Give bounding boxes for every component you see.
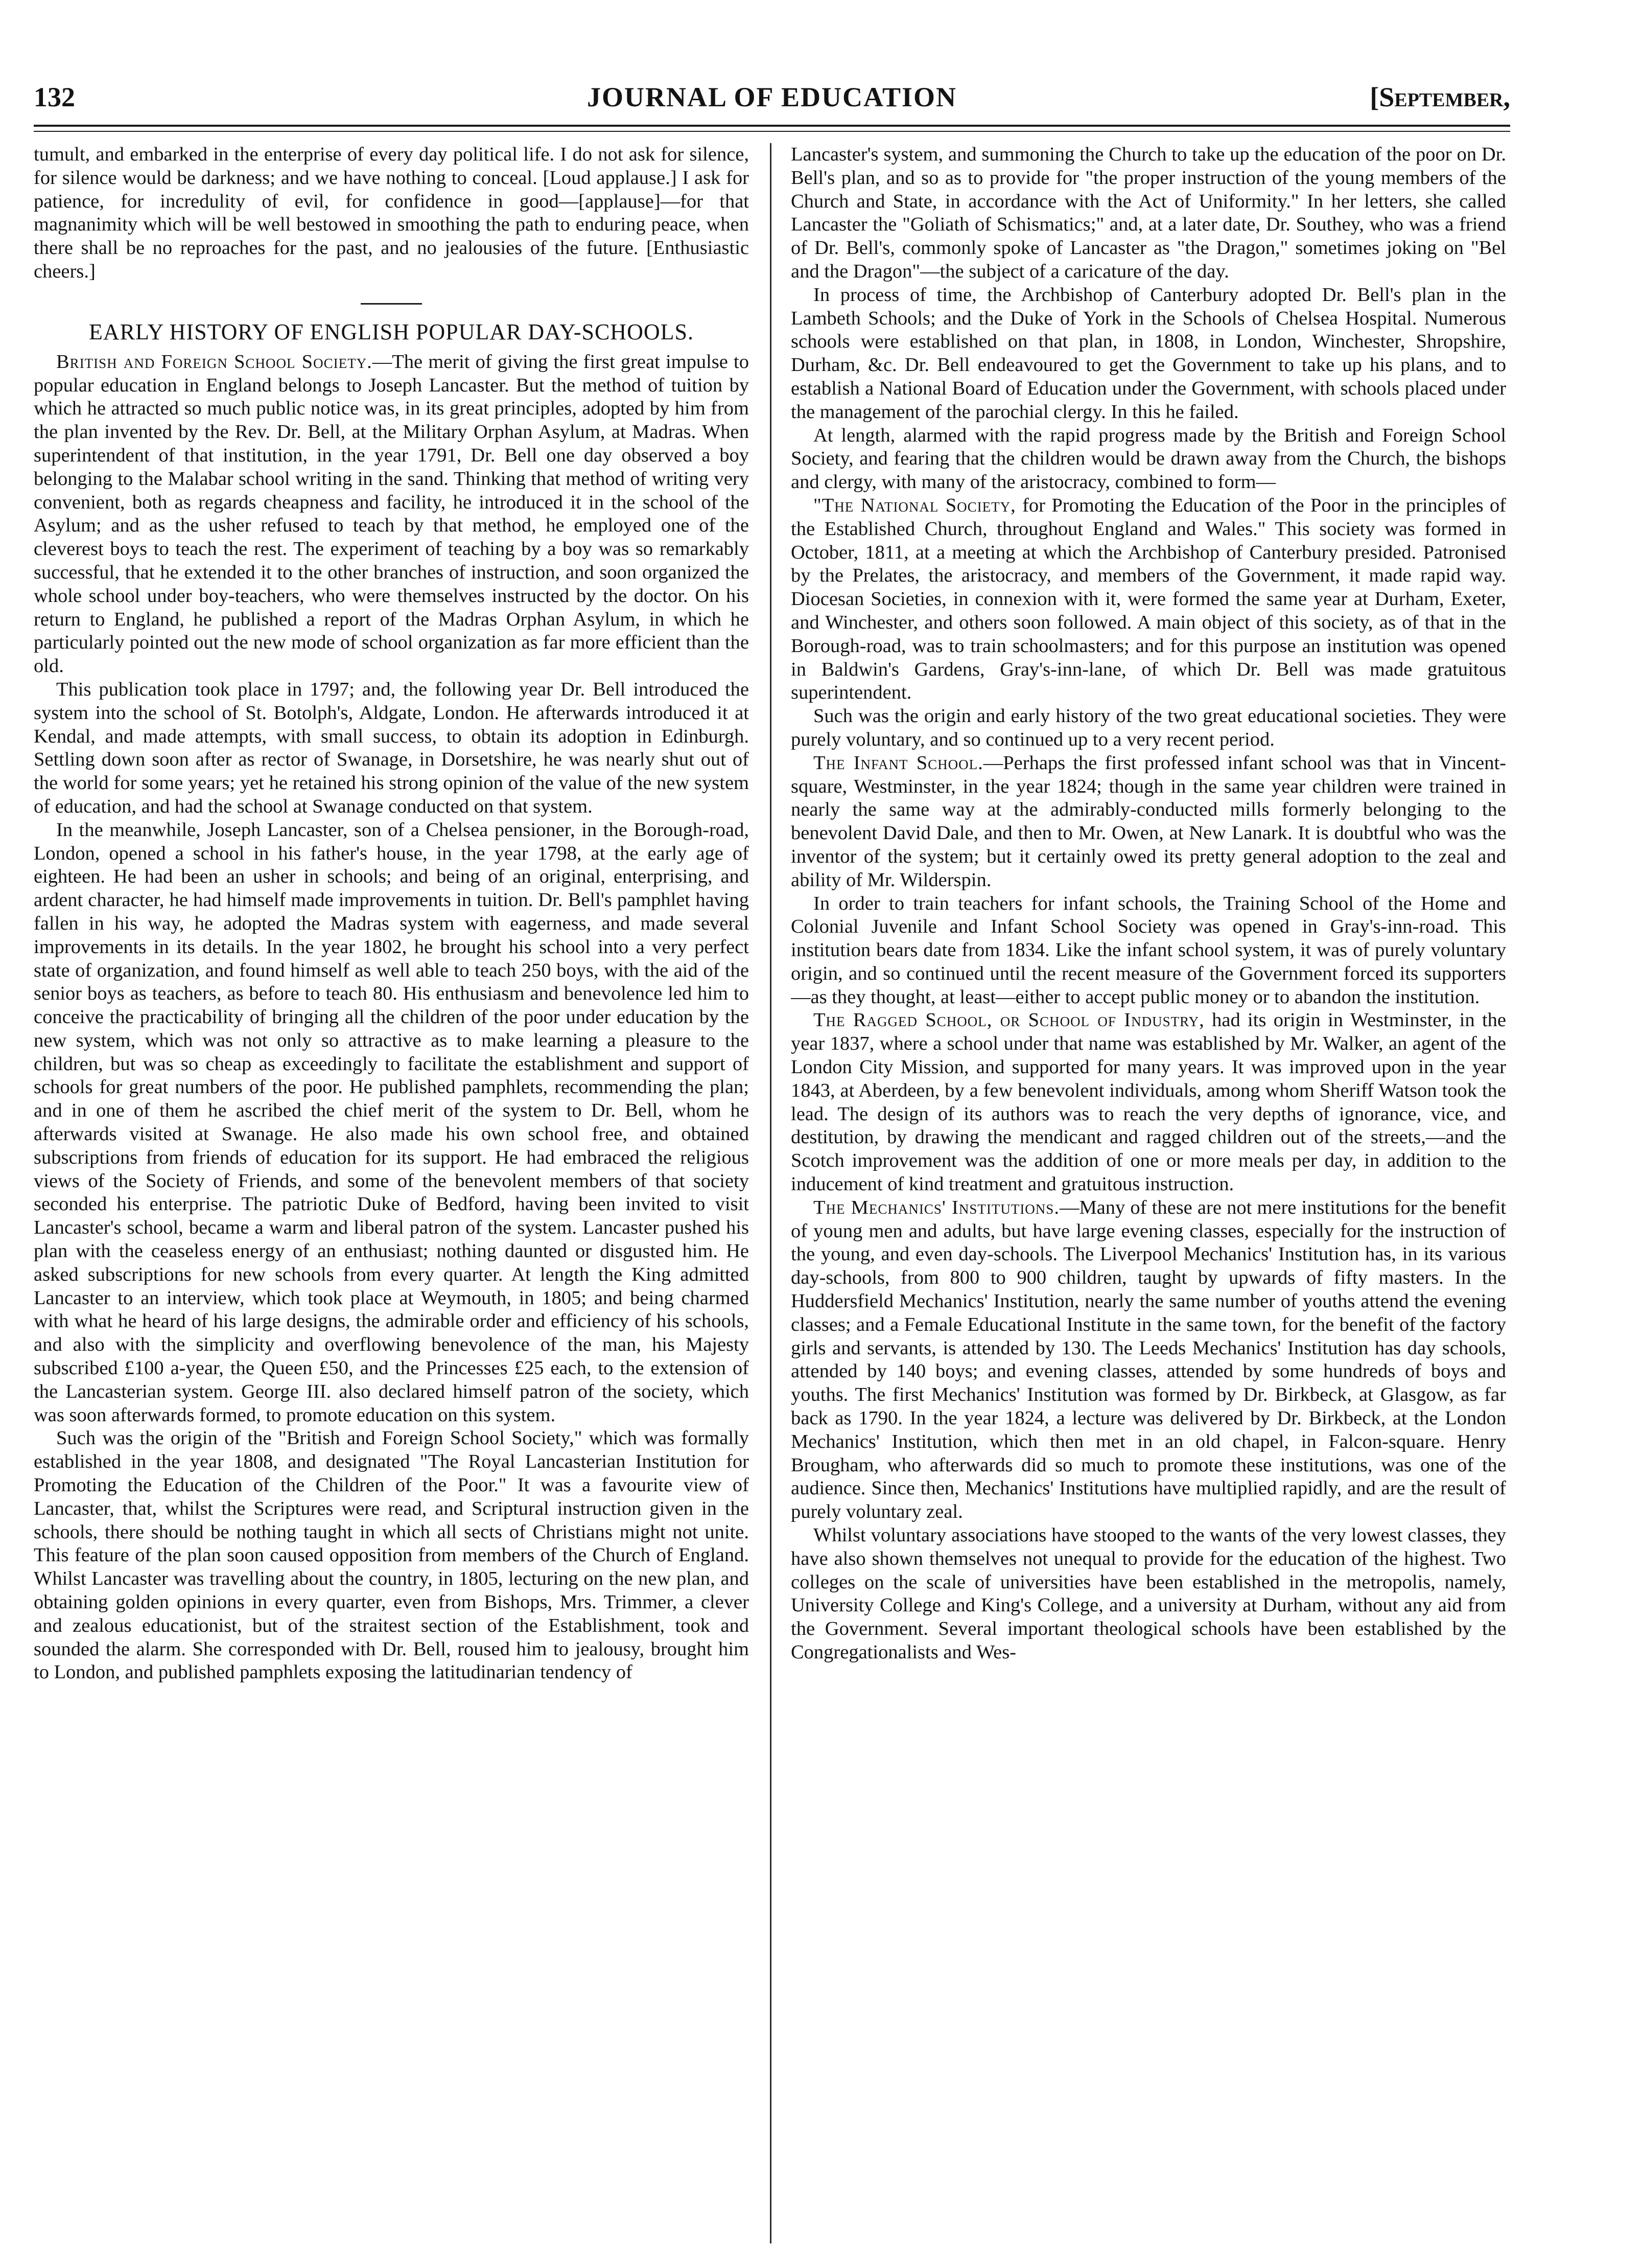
header-month: [September, bbox=[1370, 82, 1510, 112]
run-in-heading: The Mechanics' Institutions. bbox=[813, 1196, 1060, 1218]
paragraph-text: for Promoting the Education of the Poor in the principles of the Established Church, throughout England and Wales." This society was formed in October, 1811, at a meeting at which the Archbishop of Canterbury presided. Patronised by the Prelates, the aristocracy, and members of the Government, it made rapid way. Diocesan Societies, in connexion with it, were formed the same year at Durham, Exeter, and Winchester, and others soon followed. A main object of this society, as of that in the Borough-road, was to train schoolmasters; and for this purpose an institution was opened in Baldwin's Gardens, Gray's-inn-lane, of which Dr. Bell was made gratuitous superintendent. bbox=[791, 494, 1506, 704]
running-header bbox=[34, 77, 1510, 118]
paragraph-text: —The merit of giving the first great impulse to popular education in England belongs to Joseph Lancaster. But the method of tuition by which he attracted so much public notice was, in its great principles, adopted by him from the plan invented by the Rev. Dr. Bell, at the Military Orphan Asylum, at Madras. When superintendent of that institution, in the year 1791, Dr. Bell one day observed a boy belonging to the Malabar school writing in the sand. Thinking that method of writing very convenient, both as regards cheapness and facility, he introduced it in the school of the Asylum; and as the usher refused to teach by that method, he employed one of the cleverest boys to teach the rest. The experiment of teaching by a boy was so remarkably successful, that he extended it to the other branches of instruction, and soon organized the whole school under boy-teachers, who were themselves instructed by the doctor. On his return to England, he published a report of the Madras Orphan Asylum, in which he particularly pointed out the new mode of school organization as far more efficient than the old. bbox=[34, 351, 749, 677]
left-column bbox=[34, 143, 749, 2243]
paragraph-text: had its origin in Westminster, in the year 1837, where a school under that name was established by Mr. Walker, an agent of the London City Mission, and supported for many years. It was improved upon in the year 1843, at Aberdeen, by a few benevolent individuals, among whom Sheriff Watson took the lead. The design of its authors was to reach the very depths of ignorance, vice, and destitution, by drawing the mendicant and ragged children out of the streets,—and the Scotch improvement was the addition of one or more meals per day, in addition to the inducement of kind treatment and gratuitous instruction. bbox=[791, 1009, 1506, 1195]
run-in-heading: "The National Society, bbox=[813, 494, 1016, 516]
paragraph: Whilst voluntary associations have stooped to the wants of the very lowest classes, they have also shown themselves not unequal to provide for the education of the highest. Two colleges on the scale of universities have been established in the metropolis, namely, University College and King's College, and a university at Durham, without any aid from the Government. Several important theological schools have been established by the Congregationalists and Wes- bbox=[791, 1524, 1506, 1663]
paragraph: In process of time, the Archbishop of Canterbury adopted Dr. Bell's plan in the Lambeth Schools; and the Duke of York in the Schools of Chelsea Hospital. Numerous schools were established on that plan, in 1808, in London, Winchester, Shropshire, Durham, &c. Dr. Bell endeavoured to get the Government to take up his plans, and to establish a National Board of Education under the Government, with schools placed under the management of the parochial clergy. In this he failed. bbox=[791, 284, 1506, 423]
paragraph-text: —Perhaps the first professed infant school was that in Vincent-square, Westminster, in the year 1824; though in the same year children were trained in nearly the same way at the admirably-conducted mills formerly belonging to the benevolent David Dale, and then to Mr. Owen, at New Lanark. It is doubtful who was the inventor of the system; but it certainly owed its pretty general adoption to the zeal and ability of Mr. Wilderspin. bbox=[791, 752, 1506, 891]
paragraph bbox=[34, 351, 749, 678]
run-in-heading: British and Foreign School Society. bbox=[56, 351, 372, 373]
section-divider bbox=[361, 303, 422, 305]
header-rule bbox=[34, 125, 1510, 127]
paragraph-text: —Many of these are not mere institutions for the benefit of young men and adults, but have large evening classes, especially for the instruction of the young, and even day-schools. The Liverpool Mechanics' Institution has, in its various day-schools, from 800 to 900 children, taught by upwards of fifty masters. In the Huddersfield Mechanics' Institution, nearly the same number of youths attend the evening classes; and a Female Educational Institute in the same town, for the benefit of the factory girls and servants, is attended by 130. The Leeds Mechanics' Institution has day schools, attended by 140 boys; and evening classes, attended by some hundreds of boys and youths. The first Mechanics' Institution was formed by Dr. Birkbeck, at Glasgow, as far back as 1790. In the year 1824, a lecture was delivered by Dr. Birkbeck, at the London Mechanics' Institution, which then met in an old chapel, in Falcon-square. Henry Brougham, who afterwards did so much to promote these institutions, was one of the audience. Since then, Mechanics' Institutions have multiplied rapidly, and are the result of purely voluntary zeal. bbox=[791, 1196, 1506, 1523]
header-rule-thin bbox=[34, 131, 1510, 132]
paragraph bbox=[791, 1009, 1506, 1196]
paragraph: Lancaster's system, and summoning the Church to take up the education of the poor on Dr. Bell's plan, and so as to provide for "the proper instruction of the young members of the Church and State, in accordance with the Act of Uniformity." In her letters, she called Lancaster the "Goliath of Schismatics;" and, at a later date, Dr. Southey, who was a friend of Dr. Bell's, commonly spoke of Lancaster as "the Dragon," sometimes joking on "Bel and the Dragon"—the subject of a caricature of the day. bbox=[791, 144, 1506, 282]
paragraph: In the meanwhile, Joseph Lancaster, son of a Chelsea pensioner, in the Borough-road, London, opened a school in his father's house, in the year 1798, at the early age of eighteen. He had been an usher in schools; and being of an original, enterprising, and ardent character, he had himself made improvements in tuition. Dr. Bell's pamphlet having fallen in his way, he adopted the Madras system with eagerness, and made several improvements in its details. In the year 1802, he brought his school into a very perfect state of organization, and found himself as well able to teach 250 boys, with the aid of the senior boys as teachers, as before to teach 80. His enthusiasm and benevolence led him to conceive the practicability of bringing all the children of the poor under education by the new system, which was not only so attractive as to make learning a pleasure to the children, but was so cheap as exceedingly to facilitate the establishment and support of schools for great numbers of the poor. He published pamphlets, recommending the plan; and in one of them he ascribed the chief merit of the system to Dr. Bell, whom he afterwards visited at Swanage. He also made his own school free, and obtained subscriptions from friends of education for its support. He had embraced the religious views of the Society of Friends, and some of the benevolent members of that society seconded his enterprise. The patriotic Duke of Bedford, having been invited to visit Lancaster's school, became a warm and liberal patron of the system. Lancaster pushed his plan with the ceaseless energy of an enthusiast; nothing daunted or disgusted him. He asked subscriptions for new schools from every quarter. At length the King admitted Lancaster to an interview, which took place at Weymouth, in 1805; and being charmed with what he heard of his large designs, the admirable order and efficiency of his schools, and also with the simplicity and overflowing benevolence of the man, his Majesty subscribed £100 a-year, the Queen £50, and the Princesses £25 each, to the extension of the Lancasterian system. George III. also declared himself patron of the society, which was soon afterwards formed, to promote education on this system. bbox=[34, 819, 749, 1426]
intro-paragraph: tumult, and embarked in the enterprise of every day political life. I do not ask for silence, for silence would be darkness; and we have nothing to conceal. [Loud applause.] I ask for patience, for incredulity of evil, for confidence in good—[applause]—for that magnanimity which will be well bestowed in smoothing the path to enduring peace, when there shall be no reproaches for the past, and no jealousies of the future. [Enthusiastic cheers.] bbox=[34, 144, 749, 282]
paragraph bbox=[791, 494, 1506, 705]
journal-title: JOURNAL OF EDUCATION bbox=[587, 82, 957, 112]
paragraph: In order to train teachers for infant schools, the Training School of the Home and Colonial Juvenile and Infant School Society was opened in Gray's-inn-road. This institution bears date from 1834. Like the infant school system, it was of purely voluntary origin, and so continued until the recent measure of the Government forced its supporters—as they thought, at least—either to accept public money or to abandon the institution. bbox=[791, 892, 1506, 1008]
run-in-heading: The Ragged School, or School of Industry, bbox=[813, 1009, 1205, 1031]
section-title: EARLY HISTORY OF ENGLISH POPULAR DAY-SCHOOLS. bbox=[89, 319, 694, 344]
paragraph: Such was the origin and early history of the two great educational societies. They were purely voluntary, and so continued up to a very recent period. bbox=[791, 705, 1506, 750]
paragraph: This publication took place in 1797; and, the following year Dr. Bell introduced the system into the school of St. Botolph's, Aldgate, London. He afterwards introduced it at Kendal, and made attempts, with small success, to obtain its adoption in Edinburgh. Settling down soon after as rector of Swanage, in Dorsetshire, he was nearly shut out of the world for some years; yet he retained his strong opinion of the value of the new system of education, and had the school at Swanage conducted on that system. bbox=[34, 678, 749, 817]
paragraph: At length, alarmed with the rapid progress made by the British and Foreign School Society, and fearing that the children would be drawn away from the Church, the bishops and clergy, with many of the aristocracy, combined to form— bbox=[791, 424, 1506, 493]
run-in-heading: The Infant School. bbox=[813, 752, 983, 774]
right-column bbox=[791, 143, 1506, 2243]
paragraph bbox=[791, 752, 1506, 892]
column-divider bbox=[770, 143, 771, 2243]
paragraph: Such was the origin of the "British and Foreign School Society," which was formally established in the year 1808, and designated "The Royal Lancasterian Institution for Promoting the Education of the Children of the Poor." It was a favourite view of Lancaster, that, whilst the Scriptures were read, and Scriptural instruction given in the schools, there should be nothing taught in which all sects of Christians might not unite. This feature of the plan soon caused opposition from members of the Church of England. Whilst Lancaster was travelling about the country, in 1805, lecturing on the new plan, and obtaining golden opinions in every quarter, even from Bishops, Mrs. Trimmer, a clever and zealous educationist, but of the straitest section of the Establishment, took and sounded the alarm. She corresponded with Dr. Bell, roused him to jealousy, brought him to London, and published pamphlets exposing the latitudinarian tendency of bbox=[34, 1427, 749, 1683]
page-number: 132 bbox=[34, 82, 75, 112]
paragraph bbox=[791, 1196, 1506, 1524]
